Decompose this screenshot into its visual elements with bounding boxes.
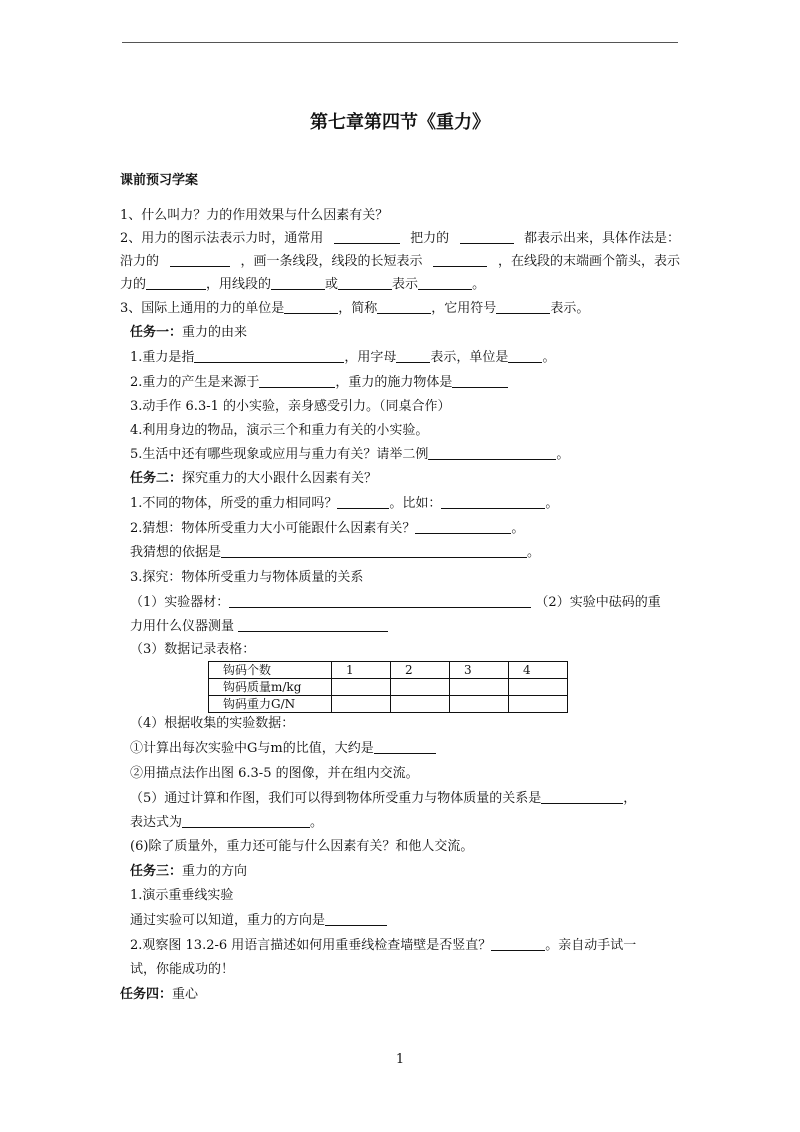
page-number: 1 xyxy=(395,1052,405,1067)
blank[interactable] xyxy=(374,740,436,754)
blank[interactable] xyxy=(496,300,550,314)
blank[interactable] xyxy=(338,276,392,290)
table-cell[interactable] xyxy=(391,696,450,713)
task2-l13: (6)除了质量外，重力还可能与什么因素有关？和他人交流。 xyxy=(130,839,474,854)
blank[interactable] xyxy=(452,374,508,388)
blank[interactable] xyxy=(433,253,487,267)
table-header: 4 xyxy=(509,662,568,679)
task2-l7: （3）数据记录表格： xyxy=(130,642,256,657)
table-cell: 钩码质量m/kg xyxy=(209,679,332,696)
task2-l10: ②用描点法作出图 6.3-5 的图像，并在组内交流。 xyxy=(130,766,419,781)
task3-heading: 任务三：重力的方向 xyxy=(130,864,248,879)
blank[interactable] xyxy=(428,446,556,460)
blank[interactable] xyxy=(541,790,623,804)
table-cell[interactable] xyxy=(509,696,568,713)
blank[interactable] xyxy=(334,230,400,244)
task2-l8: （4）根据收集的实验数据： xyxy=(130,716,295,731)
blank[interactable] xyxy=(460,230,514,244)
task1-l1: 1.重力是指 ，用字母 表示，单位是 。 xyxy=(130,350,556,365)
task2-l9: ①计算出每次实验中G与m的比值，大约是 xyxy=(130,740,436,758)
task2-l3: 我猜想的依据是 。 xyxy=(130,545,541,560)
table-cell[interactable] xyxy=(450,679,509,696)
table-cell[interactable] xyxy=(332,679,391,696)
table-cell: 钩码重力G/N xyxy=(209,696,332,713)
page-title: 第七章第四节《重力》 xyxy=(310,112,490,133)
table-cell[interactable] xyxy=(391,679,450,696)
task3-l1: 1.演示重垂线实验 xyxy=(130,888,234,903)
table-row xyxy=(209,696,568,713)
table-header-row xyxy=(209,662,568,679)
data-table xyxy=(208,661,568,713)
task2-l1: 1.不同的物体，所受的重力相同吗？ 。比如： 。 xyxy=(130,496,559,511)
table-cell[interactable] xyxy=(450,696,509,713)
task4-heading: 任务四：重心 xyxy=(120,987,199,1002)
blank[interactable] xyxy=(508,349,542,363)
task3-l2: 通过实验可以知道，重力的方向是 xyxy=(130,912,387,930)
table-cell[interactable] xyxy=(332,696,391,713)
table-header: 3 xyxy=(450,662,509,679)
blank[interactable] xyxy=(415,520,511,534)
blank[interactable] xyxy=(221,544,527,558)
blank[interactable] xyxy=(441,495,545,509)
preview-q2-line3: 力的 ，用线段的 或 表示 。 xyxy=(120,277,486,292)
task1-l3: 3.动手作 6.3-1 的小实验，亲身感受引力。（同桌合作） xyxy=(130,399,451,414)
blank[interactable] xyxy=(284,300,338,314)
table-header: 1 xyxy=(332,662,391,679)
task1-heading: 任务一：重力的由来 xyxy=(130,325,248,340)
blank[interactable] xyxy=(491,937,545,951)
task3-l4: 试，你能成功的！ xyxy=(130,962,235,977)
task2-l2: 2.猜想：物体所受重力大小可能跟什么因素有关？ 。 xyxy=(130,521,525,536)
task2-heading: 任务二：探究重力的大小跟什么因素有关？ xyxy=(130,471,378,486)
blank[interactable] xyxy=(337,495,389,509)
blank[interactable] xyxy=(418,276,472,290)
blank[interactable] xyxy=(325,912,387,926)
blank[interactable] xyxy=(377,300,431,314)
table-cell[interactable] xyxy=(509,679,568,696)
task2-l11: （5）通过计算和作图，我们可以得到物体所受重力与物体质量的关系是 ， xyxy=(130,791,637,806)
preview-q3: 3、国际上通用的力的单位是 ，简称 ，它用符号 表示。 xyxy=(120,301,590,316)
table-header: 2 xyxy=(391,662,450,679)
blank[interactable] xyxy=(238,618,388,632)
task2-l5: （1）实验器材： （2）实验中砝码的重 xyxy=(130,595,661,610)
blank[interactable] xyxy=(146,276,206,290)
task2-l12: 表达式为 。 xyxy=(130,815,324,830)
task1-l2: 2.重力的产生是来源于 ，重力的施力物体是 xyxy=(130,374,508,392)
task1-l4: 4.利用身边的物品，演示三个和重力有关的小实验。 xyxy=(130,423,429,438)
preview-q1: 1、什么叫力？力的作用效果与什么因素有关？ xyxy=(120,208,389,223)
blank[interactable] xyxy=(182,814,310,828)
blank[interactable] xyxy=(259,374,335,388)
section-heading: 课前预习学案 xyxy=(120,173,199,188)
blank[interactable] xyxy=(229,594,531,608)
table-header: 钩码个数 xyxy=(209,662,332,679)
preview-q2-line2: 沿力的 ，画一条线段，线段的长短表示 ，在线段的末端画个箭头，表示 xyxy=(120,254,680,269)
table-row xyxy=(209,679,568,696)
blank[interactable] xyxy=(271,276,325,290)
task1-l5: 5.生活中还有哪些现象或应用与重力有关？请举二例 。 xyxy=(130,447,570,462)
task2-l6: 力用什么仪器测量 xyxy=(130,618,388,636)
blank[interactable] xyxy=(170,253,230,267)
blank[interactable] xyxy=(396,349,430,363)
header-rule xyxy=(122,42,678,43)
preview-q2-line1: 2、用力的图示法表示力时，通常用 把力的 都表示出来，具体作法是： xyxy=(120,231,680,246)
task3-l3: 2.观察图 13.2-6 用语言描述如何用重垂线检查墙壁是否竖直？ 。亲自动手试一 xyxy=(130,938,637,953)
task2-l4: 3.探究：物体所受重力与物体质量的关系 xyxy=(130,570,364,585)
blank[interactable] xyxy=(194,349,344,363)
